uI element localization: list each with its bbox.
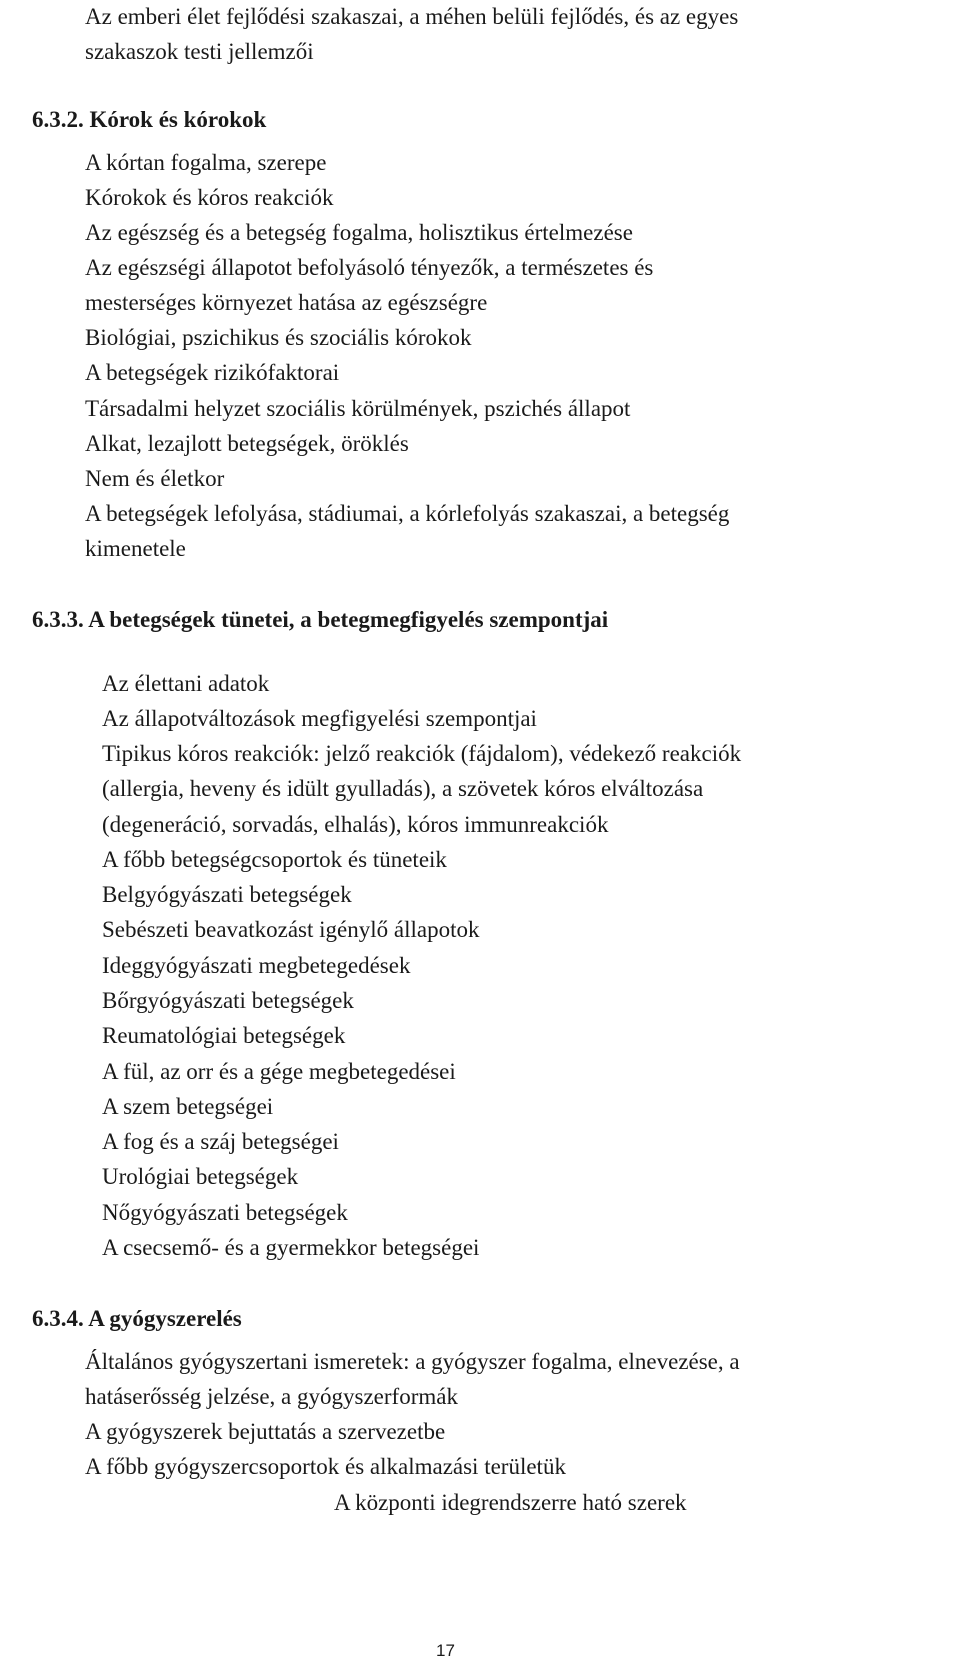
list-item: Általános gyógyszertani ismeretek: a gyógyszer fogalma, elnevezése, a: [85, 1349, 740, 1374]
list-item: Társadalmi helyzet szociális körülmények, pszichés állapot: [85, 396, 631, 421]
list-item: A betegségek rizikófaktorai: [85, 360, 340, 385]
list-item: A csecsemő- és a gyermekkor betegségei: [102, 1235, 480, 1260]
list-item: A fül, az orr és a gége megbetegedései: [102, 1059, 456, 1084]
list-item: kimenetele: [85, 536, 186, 561]
list-item: Belgyógyászati betegségek: [102, 882, 352, 907]
list-item: Kórokok és kóros reakciók: [85, 185, 334, 210]
list-item: Tipikus kóros reakciók: jelző reakciók (fájdalom), védekező reakciók: [102, 741, 742, 766]
section-heading-6-3-2: 6.3.2. Kórok és kórokok: [32, 107, 267, 132]
page-number: 17: [436, 1641, 455, 1660]
list-item: A központi idegrendszerre ható szerek: [334, 1490, 687, 1515]
list-item: A gyógyszerek bejuttatás a szervezetbe: [85, 1419, 446, 1444]
list-item: Alkat, lezajlott betegségek, öröklés: [85, 431, 409, 456]
list-item: Nem és életkor: [85, 466, 225, 491]
list-item: (degeneráció, sorvadás, elhalás), kóros immunreakciók: [102, 812, 609, 837]
section-heading-6-3-4: 6.3.4. A gyógyszerelés: [32, 1306, 242, 1331]
list-item: Biológiai, pszichikus és szociális kórokok: [85, 325, 472, 350]
intro-line: Az emberi élet fejlődési szakaszai, a méhen belüli fejlődés, és az egyes: [85, 4, 739, 29]
list-item: Reumatológiai betegségek: [102, 1023, 346, 1048]
list-item: Nőgyógyászati betegségek: [102, 1200, 348, 1225]
list-item: Az élettani adatok: [102, 671, 270, 696]
list-item: A fog és a száj betegségei: [102, 1129, 339, 1154]
list-item: Az egészség és a betegség fogalma, holisztikus értelmezése: [85, 220, 633, 245]
section-heading-6-3-3: 6.3.3. A betegségek tünetei, a betegmegfigyelés szempontjai: [32, 607, 609, 632]
list-item: A szem betegségei: [102, 1094, 274, 1119]
list-item: Urológiai betegségek: [102, 1164, 299, 1189]
list-item: Sebészeti beavatkozást igénylő állapotok: [102, 917, 480, 942]
list-item: Az állapotváltozások megfigyelési szempontjai: [102, 706, 537, 731]
list-item: hatáserősség jelzése, a gyógyszerformák: [85, 1384, 458, 1409]
list-item: Bőrgyógyászati betegségek: [102, 988, 354, 1013]
list-item: Az egészségi állapotot befolyásoló tényezők, a természetes és: [85, 255, 654, 280]
list-item: (allergia, heveny és idült gyulladás), a szövetek kóros elváltozása: [102, 776, 704, 801]
list-item: mesterséges környezet hatása az egészségre: [85, 290, 488, 315]
list-item: Ideggyógyászati megbetegedések: [102, 953, 411, 978]
list-item: A kórtan fogalma, szerepe: [85, 150, 327, 175]
list-item: A főbb gyógyszercsoportok és alkalmazási területük: [85, 1454, 566, 1479]
list-item: A betegségek lefolyása, stádiumai, a kórlefolyás szakaszai, a betegség: [85, 501, 730, 526]
intro-line: szakaszok testi jellemzői: [85, 39, 314, 64]
list-item: A főbb betegségcsoportok és tüneteik: [102, 847, 447, 872]
